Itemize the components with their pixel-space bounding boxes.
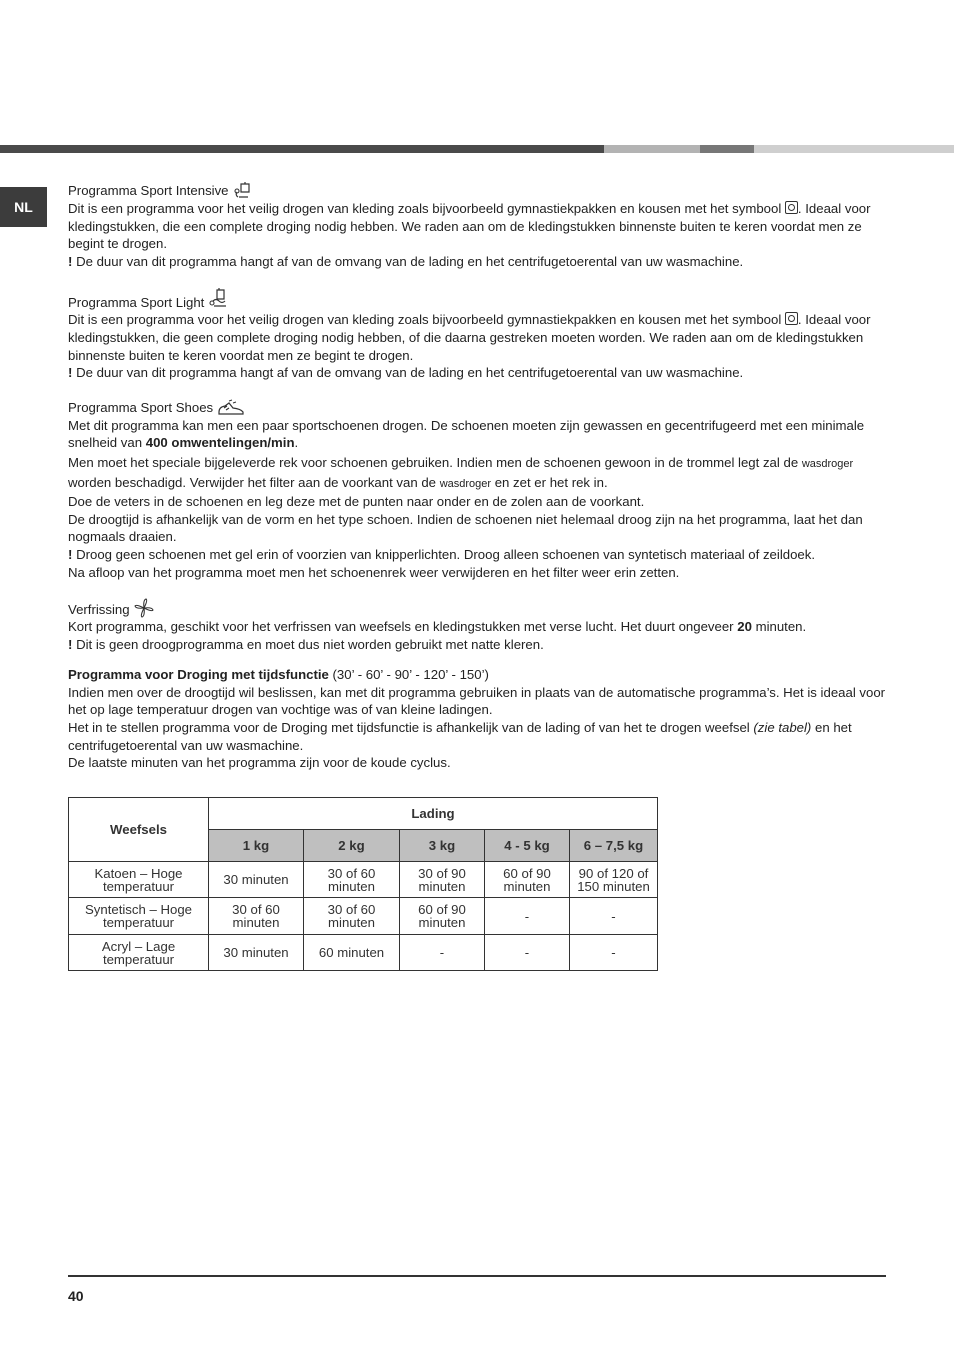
- cell-line: Syntetisch – Hoge: [84, 902, 193, 917]
- refresh-fan-icon: [134, 598, 154, 618]
- cell-line: temperatuur: [102, 915, 175, 930]
- note: ! De duur van dit programma hangt af van de omvang van de lading en het centrifugetoerental van uw wasmachine.: [68, 253, 744, 269]
- table-row: [69, 862, 658, 898]
- section-heading: [68, 287, 888, 311]
- cell-line: 90 of 120 of: [578, 865, 649, 881]
- table-cell-value: [570, 862, 658, 898]
- page-number: 40: [68, 1288, 84, 1304]
- cell-line: -: [611, 908, 616, 924]
- drying-time-table: [68, 797, 658, 971]
- section-title: Programma Sport Shoes: [68, 400, 214, 416]
- section-heading: [68, 180, 888, 200]
- cell-line: 60 of 90: [418, 902, 466, 917]
- note: ! Dit is geen droogprogramma en moet dus niet worden gebruikt met natte kleren.: [68, 636, 544, 652]
- cell-line: minuten: [503, 878, 551, 894]
- cell-line: 60 minuten: [318, 945, 385, 960]
- bar-segment-light: [754, 145, 954, 153]
- paragraph: Men moet het speciale bijgeleverde rek voor schoenen gebruiken. Indien men de schoenen gewoon in de trommel legt zal de wasdroger worden beschadigd. Verwijder het filter aan de voorkant van de wasdroger en zet er het rek in.: [68, 454, 854, 490]
- paragraph: Doe de veters in de schoenen en leg deze met de punten naar onder en de zolen aan de voorkant.: [68, 494, 645, 510]
- section-heading: [68, 598, 888, 618]
- paragraph: Dit is een programma voor het veilig drogen van kleding zoals bijvoorbeeld gymnastiekpakken en kousen met het symbool . Ideaal voor kledingstukken, die geen complete droging nodig hebben, of die daarna gestreken moeten worden. We raden aan om de kledingstukken binnenste buiten te keren voordat men ze begint te drogen.: [68, 312, 871, 363]
- cell-line: 30 minuten: [223, 872, 289, 887]
- cell-line: temperatuur: [102, 951, 175, 967]
- cell-line: temperatuur: [102, 878, 175, 894]
- table-header-load-col: 6 – 7,5 kg: [570, 830, 658, 862]
- sport-intensive-icon: [233, 180, 255, 200]
- paragraph: De droogtijd is afhankelijk van de vorm en het type schoen. Indien de schoenen niet helemaal droog zijn na het programma, laat het dan nogmaals draaien.: [68, 511, 863, 545]
- paragraph: Indien men over de droogtijd wil beslissen, kan met dit programma gebruiken in plaats van de automatische programma’s. Het is ideaal voor het op lage temperatuur drogen van vochtige was of van kleine ladingen.: [68, 684, 886, 718]
- cell-line: minuten: [328, 915, 375, 930]
- table-cell-value: [570, 935, 658, 971]
- section-timed-drying: [68, 666, 888, 772]
- cell-line: -: [524, 908, 530, 924]
- table-header-load-col: 1 kg: [209, 830, 304, 862]
- paragraph: Kort programma, geschikt voor het verfrissen van weefsels en kledingstukken met verse lucht. Het duurt ongeveer 20 minuten.: [68, 619, 807, 635]
- cell-line: 30 of 60: [327, 865, 376, 881]
- table-cell-fabric: [69, 898, 209, 935]
- cell-line: -: [524, 945, 530, 960]
- table-cell-value: [485, 862, 570, 898]
- table-cell-value: [485, 935, 570, 971]
- cell-line: -: [439, 945, 445, 960]
- paragraph: Het in te stellen programma voor de Droging met tijdsfunctie is afhankelijk van de lading of van het te drogen weefsel (zie tabel) en het centrifugetoerental van uw wasmachine.: [68, 720, 852, 753]
- table-header-load-col: 4 - 5 kg: [485, 830, 570, 862]
- cell-line: 60 of 90: [503, 865, 551, 881]
- cell-line: minuten: [418, 878, 466, 894]
- cell-line: minuten: [418, 915, 466, 930]
- cell-line: 30 of 60: [327, 902, 376, 917]
- bar-segment-darkgrey: [700, 145, 754, 153]
- cell-line: Acryl – Lage: [101, 938, 176, 954]
- table-cell-value: [400, 935, 485, 971]
- table-header-load: Lading: [209, 798, 658, 830]
- cell-line: minuten: [328, 878, 375, 894]
- note: ! De duur van dit programma hangt af van de omvang van de lading en het centrifugetoerental van uw wasmachine.: [68, 365, 744, 381]
- table-cell-fabric: [69, 862, 209, 898]
- sport-light-icon: [208, 287, 232, 311]
- cell-line: Katoen – Hoge: [94, 865, 183, 881]
- section-sport-shoes: [68, 399, 888, 581]
- paragraph: Na afloop van het programma moet men het schoenenrek weer verwijderen en het filter weer erin zetten.: [68, 564, 680, 580]
- table-cell-value: [485, 898, 570, 935]
- section-title: Programma Sport Light: [68, 294, 205, 310]
- paragraph: Dit is een programma voor het veilig drogen van kleding zoals bijvoorbeeld gymnastiekpakken en kousen met het symbool . Ideaal voor kledingstukken, die een complete droging nodig hebben. We raden aan om de kledingstukken binnenste buiten te keren voordat men ze begint te drogen.: [68, 201, 871, 252]
- table-cell-value: [209, 935, 304, 971]
- tumble-dry-symbol-icon: [785, 312, 798, 325]
- table-cell-fabric: [69, 935, 209, 971]
- table-row: [69, 935, 658, 971]
- section-sport-light: [68, 287, 888, 381]
- section-heading: [68, 399, 888, 417]
- table-cell-value: [400, 898, 485, 935]
- top-color-bar: [0, 145, 954, 153]
- footer-rule: [68, 1275, 886, 1277]
- table-cell-value: [400, 862, 485, 898]
- shoes-icon: [217, 399, 245, 417]
- note: ! Droog geen schoenen met gel erin of voorzien van knipperlichten. Droog alleen schoenen van syntetisch materiaal of zeildoek.: [68, 546, 816, 562]
- table-cell-value: [304, 935, 400, 971]
- table-cell-value: [570, 898, 658, 935]
- main-content: [68, 180, 888, 789]
- cell-line: -: [611, 945, 616, 960]
- table-cell-value: [209, 898, 304, 935]
- table-cell-value: [304, 898, 400, 935]
- section-title: Verfrissing: [68, 601, 130, 617]
- cell-line: 30 of 90: [418, 865, 466, 881]
- section-sport-intensive: [68, 180, 888, 270]
- table-header-load-col: 3 kg: [400, 830, 485, 862]
- cell-line: 30 minuten: [223, 945, 289, 960]
- section-title: Programma Sport Intensive: [68, 183, 229, 199]
- paragraph: De laatste minuten van het programma zijn voor de koude cyclus.: [68, 755, 451, 771]
- paragraph: Met dit programma kan men een paar sportschoenen drogen. De schoenen moeten zijn gewassen en gecentrifugeerd met een minimale snelheid van 400 omwentelingen/min.: [68, 417, 865, 451]
- cell-line: 150 minuten: [577, 878, 650, 894]
- table-row: [69, 898, 658, 935]
- cell-line: 30 of 60: [232, 902, 280, 917]
- table-cell-value: [209, 862, 304, 898]
- section-verfrissing: [68, 598, 888, 653]
- tumble-dry-symbol-icon: [785, 201, 798, 214]
- table-cell-value: [304, 862, 400, 898]
- bar-segment-mid: [604, 145, 700, 153]
- section-heading: Programma voor Droging met tijdsfunctie (30’ - 60’ - 90’ - 120’ - 150’): [68, 667, 489, 683]
- table-header-fabrics: Weefsels: [69, 798, 209, 862]
- table-header-load-col: 2 kg: [304, 830, 400, 862]
- bar-segment-dark: [0, 145, 604, 153]
- cell-line: minuten: [232, 915, 280, 930]
- language-tab: NL: [0, 187, 47, 227]
